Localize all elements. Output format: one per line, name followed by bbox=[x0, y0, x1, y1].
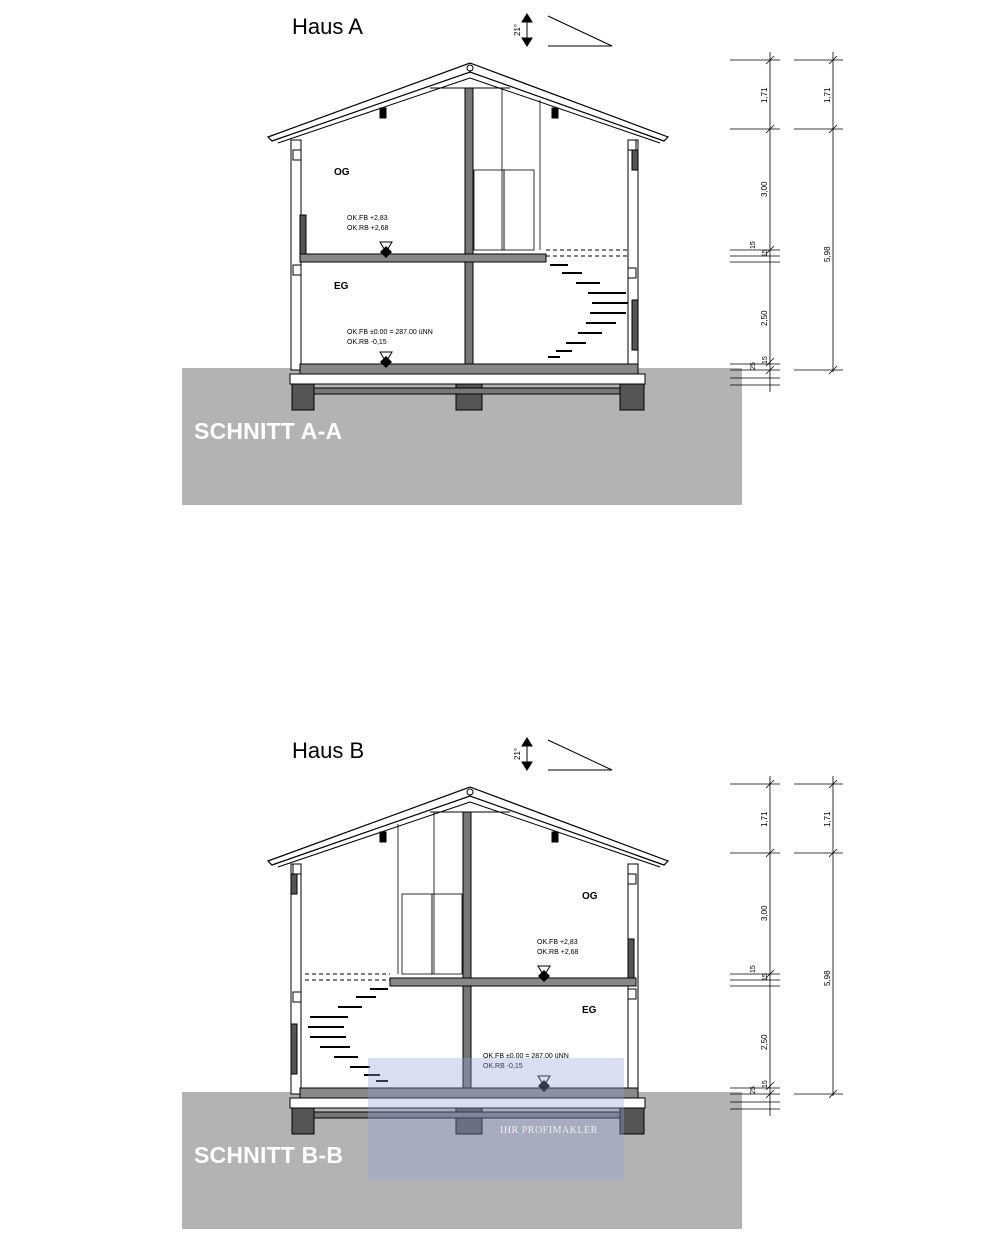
ground-level-rb: OK.RB -0,15 bbox=[347, 339, 387, 346]
dim-base-b: 15 bbox=[762, 1080, 769, 1088]
dim-base-a: 25 bbox=[750, 362, 757, 370]
dim-ground-inner: 2,50 bbox=[760, 310, 769, 326]
dim-upper-inner: 3,00 bbox=[760, 905, 769, 921]
ground-level-fb: OK.FB ±0.00 = 287.00 üNN bbox=[483, 1053, 569, 1060]
roof-pitch-symbol bbox=[513, 14, 612, 46]
foundations bbox=[292, 384, 644, 410]
section-caption: SCHNITT B-B bbox=[194, 1142, 344, 1168]
loft-door bbox=[398, 812, 462, 974]
dim-slab-a: 15 bbox=[750, 241, 757, 249]
upper-level-rb: OK.RB +2,68 bbox=[347, 225, 389, 232]
stair bbox=[548, 264, 628, 358]
ground-level-rb: OK.RB -0,15 bbox=[483, 1063, 523, 1070]
dim-ground-inner: 2,50 bbox=[760, 1034, 769, 1050]
dim-slab-a: 15 bbox=[750, 965, 757, 973]
ground-floor-label: EG bbox=[582, 1005, 597, 1016]
ground-level-fb: OK.FB ±0.00 = 287.00 üNN bbox=[347, 329, 433, 336]
section-drawing bbox=[0, 0, 993, 520]
dim-roof-outer: 1,71 bbox=[823, 811, 832, 827]
dim-total-outer: 5,98 bbox=[823, 246, 832, 262]
watermark-text: IHR PROFIMAKLER bbox=[500, 1125, 598, 1136]
roof-angle-label: 21° bbox=[513, 747, 522, 760]
dim-slab-b: 15 bbox=[762, 973, 769, 981]
center-column bbox=[463, 812, 471, 1094]
roof-angle-label: 21° bbox=[513, 23, 522, 36]
dim-roof-inner: 1,71 bbox=[760, 811, 769, 827]
loft-door bbox=[474, 88, 540, 250]
watermark-overlay bbox=[368, 1058, 624, 1180]
roof-pitch-symbol bbox=[513, 738, 612, 770]
dim-total-outer: 5,98 bbox=[823, 970, 832, 986]
dim-slab-b: 15 bbox=[762, 249, 769, 257]
section-sheet-a bbox=[0, 0, 993, 520]
dim-roof-outer: 1,71 bbox=[823, 87, 832, 103]
upper-level-fb: OK.FB +2,83 bbox=[537, 939, 578, 946]
center-column bbox=[465, 88, 473, 370]
dim-upper-inner: 3,00 bbox=[760, 181, 769, 197]
upper-floor-label: OG bbox=[334, 167, 350, 178]
upper-level-fb: OK.FB +2,83 bbox=[347, 215, 388, 222]
ground-floor-label: EG bbox=[334, 281, 349, 292]
upper-level-rb: OK.RB +2,68 bbox=[537, 949, 579, 956]
section-caption: SCHNITT A-A bbox=[194, 418, 343, 444]
dim-roof-inner: 1,71 bbox=[760, 87, 769, 103]
house-title: Haus B bbox=[292, 738, 365, 763]
dim-base-a: 25 bbox=[750, 1086, 757, 1094]
upper-floor-label: OG bbox=[582, 891, 598, 902]
house-title: Haus A bbox=[292, 14, 363, 39]
dim-base-b: 15 bbox=[762, 356, 769, 364]
